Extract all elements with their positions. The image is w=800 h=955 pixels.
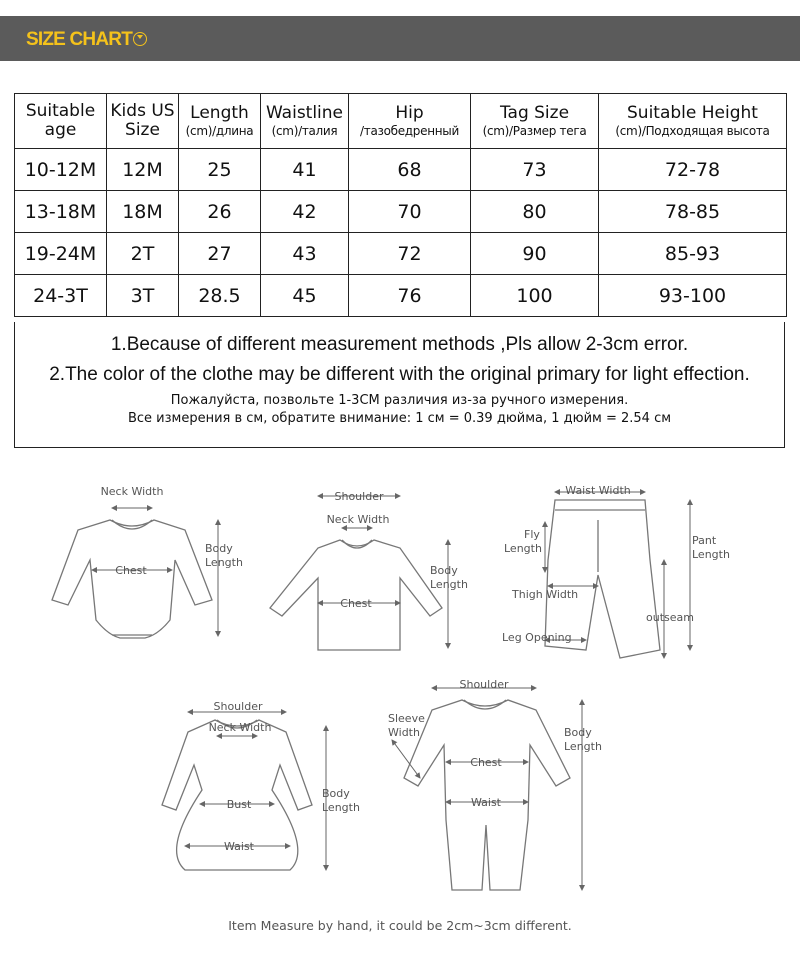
label-sleeve: Sleeve: [388, 712, 425, 725]
column-header-label: Length: [190, 103, 249, 123]
label-body: Body: [205, 542, 233, 555]
table-cell: 41: [261, 149, 349, 191]
label-waist: Waist: [470, 796, 502, 809]
note-line: Пожалуйста, позвольте 1-3CM различия из-за ручного измерения.: [170, 393, 629, 408]
label-pant: Pant: [692, 534, 717, 547]
label-length: Length: [564, 740, 602, 753]
label-chest: Chest: [340, 597, 372, 610]
column-header-unit: (cm)/Размер тега: [482, 124, 587, 138]
table-cell: 73: [471, 149, 599, 191]
column-header-unit: (cm)/талия: [271, 124, 338, 138]
table-row: [15, 149, 787, 191]
label-neck-width: Neck Width: [100, 485, 164, 498]
table-row: [15, 191, 787, 233]
footer-note: Item Measure by hand, it could be 2cm~3cm different.: [228, 918, 572, 933]
label-length: Length: [205, 556, 243, 569]
table-cell: 85-93: [599, 233, 787, 275]
column-header-label: Suitable Height: [627, 103, 758, 123]
table-cell: 78-85: [599, 191, 787, 233]
label-chest: Chest: [115, 564, 147, 577]
label-bust: Bust: [226, 798, 252, 811]
table-cell: 80: [471, 191, 599, 233]
table-cell: 10-12M: [15, 149, 107, 191]
column-header: [179, 94, 261, 149]
table-cell: 2T: [107, 233, 179, 275]
note-line: 2.The color of the clothe may be different with the original primary for light effection.: [49, 364, 750, 385]
size-table: [14, 93, 787, 317]
notes-box: [14, 322, 785, 448]
table-cell: 42: [261, 191, 349, 233]
label-pant-length: Length: [692, 548, 730, 561]
table-cell: 90: [471, 233, 599, 275]
table-cell: 70: [349, 191, 471, 233]
label-leg-opening: Leg Opening: [502, 631, 572, 644]
label-outseam: outseam: [646, 611, 694, 624]
column-header: [15, 94, 107, 149]
label-body: Body: [430, 564, 458, 577]
label-sleeve-width: Width: [388, 726, 420, 739]
label-waist-width: Waist Width: [565, 484, 631, 497]
column-header-unit: (cm)/длина: [185, 124, 254, 138]
table-cell: 3T: [107, 275, 179, 317]
table-cell: 100: [471, 275, 599, 317]
table-cell: 28.5: [179, 275, 261, 317]
label-waist: Waist: [223, 840, 255, 853]
romper-diagram: [404, 700, 570, 890]
table-row: [15, 275, 787, 317]
table-cell: 12M: [107, 149, 179, 191]
label-neck-width: Neck Width: [208, 721, 272, 734]
column-header: [471, 94, 599, 149]
label-length: Length: [430, 578, 468, 591]
column-header: [599, 94, 787, 149]
label-shoulder: Shoulder: [213, 700, 263, 713]
label-body: Body: [322, 787, 350, 800]
table-cell: 26: [179, 191, 261, 233]
label-length: Length: [322, 801, 360, 814]
note-line: 1.Because of different measurement methods ,Pls allow 2-3cm error.: [110, 334, 689, 355]
table-cell: 18M: [107, 191, 179, 233]
table-header-row: [15, 94, 787, 149]
label-fly-length: Length: [504, 542, 542, 555]
page-title: SIZE CHART: [26, 29, 133, 50]
tshirt-diagram: [270, 540, 442, 650]
table-cell: 43: [261, 233, 349, 275]
column-header-label: Size: [125, 120, 160, 140]
table-cell: 27: [179, 233, 261, 275]
column-header-label: Waistline: [265, 103, 344, 123]
column-header: [261, 94, 349, 149]
label-body: Body: [564, 726, 592, 739]
label-thigh-width: Thigh Width: [512, 588, 579, 601]
column-header: [107, 94, 179, 149]
column-header-label: Kids US: [110, 101, 175, 121]
label-neck-width: Neck Width: [326, 513, 390, 526]
table-cell: 72-78: [599, 149, 787, 191]
bodysuit-diagram: [52, 520, 212, 638]
label-chest: Chest: [470, 756, 502, 769]
table-cell: 72: [349, 233, 471, 275]
table-cell: 45: [261, 275, 349, 317]
table-cell: 24-3T: [15, 275, 107, 317]
column-header-label: age: [44, 120, 77, 140]
header-bar: [0, 16, 800, 61]
note-line: Все измерения в см, обратите внимание: 1 см = 0.39 дюйма, 1 дюйм = 2.54 см: [127, 411, 672, 426]
table-cell: 19-24M: [15, 233, 107, 275]
column-header-label: Suitable: [25, 101, 96, 121]
table-row: [15, 233, 787, 275]
label-shoulder: Shoulder: [334, 490, 384, 503]
column-header: [349, 94, 471, 149]
table-cell: 68: [349, 149, 471, 191]
table-cell: 25: [179, 149, 261, 191]
column-header-label: Hip: [395, 103, 424, 123]
table-cell: 13-18M: [15, 191, 107, 233]
table-cell: 76: [349, 275, 471, 317]
chevron-circle-icon: [133, 32, 147, 46]
table-cell: 93-100: [599, 275, 787, 317]
label-fly: Fly: [524, 528, 540, 541]
label-shoulder: Shoulder: [459, 678, 509, 691]
column-header-unit: (cm)/Подходящая высота: [615, 124, 770, 138]
column-header-unit: /тазобедренный: [360, 124, 459, 138]
column-header-label: Tag Size: [499, 103, 570, 123]
measurement-diagrams: [0, 460, 800, 910]
